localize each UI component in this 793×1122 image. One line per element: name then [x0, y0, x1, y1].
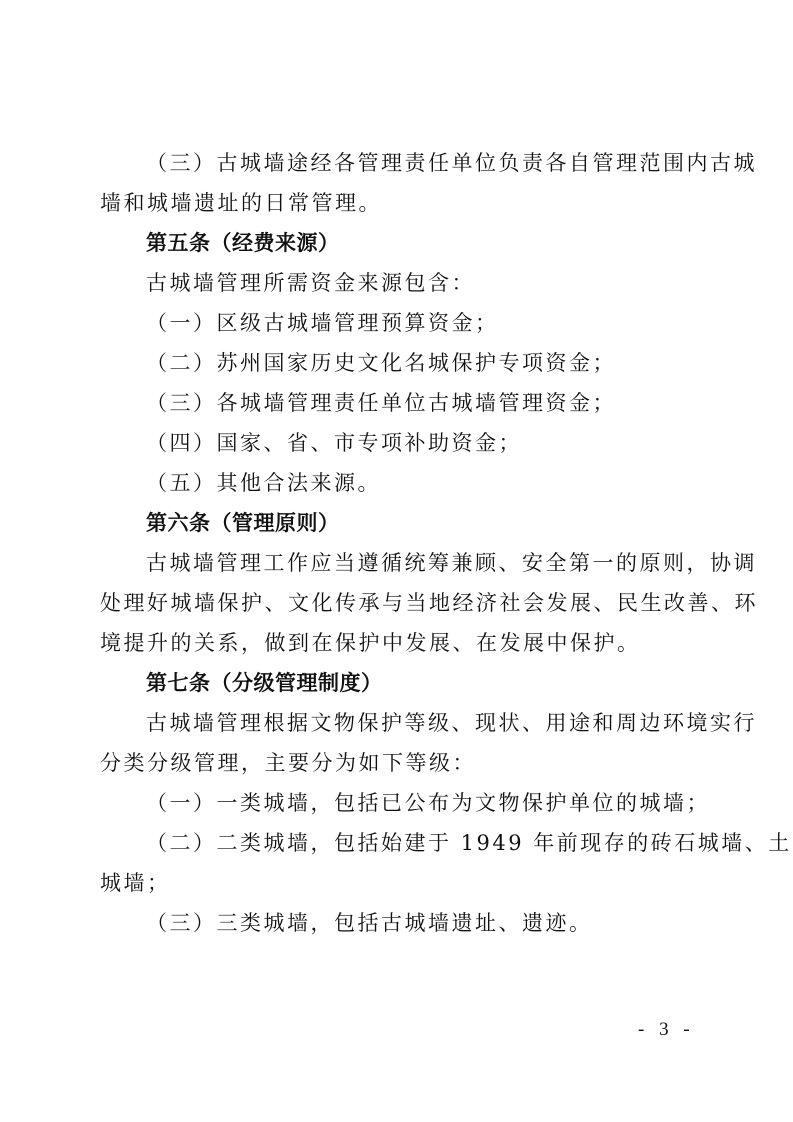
article5-item: （三）各城墙管理责任单位古城墙管理资金； [146, 391, 616, 415]
article7-item: （三）三类城墙，包括古城墙遗址、遗迹。 [146, 911, 593, 935]
article4-item3-line1: （三）古城墙途经各管理责任单位负责各自管理范围内古城 [146, 151, 757, 175]
article7-paragraph-line: 分类分级管理，主要分为如下等级： [100, 751, 476, 775]
page-number: - 3 - [638, 1019, 695, 1040]
article7-heading: 第七条（分级管理制度） [146, 671, 383, 695]
article4-item3-line2: 墙和城墙遗址的日常管理。 [100, 191, 382, 215]
article5-item: （二）苏州国家历史文化名城保护专项资金； [146, 351, 616, 375]
article6-paragraph-line: 境提升的关系，做到在保护中发展、在发展中保护。 [100, 631, 641, 655]
article6-paragraph-line: 古城墙管理工作应当遵循统筹兼顾、安全第一的原则，协调 [146, 551, 757, 575]
article7-item-continuation: 城墙； [100, 871, 171, 895]
article6-paragraph-line: 处理好城墙保护、文化传承与当地经济社会发展、民生改善、环 [100, 591, 758, 615]
article5-item: （四）国家、省、市专项补助资金； [146, 431, 522, 455]
article7-item: （二）二类城墙，包括始建于 1949 年前现存的砖石城墙、土 [146, 831, 792, 855]
article5-intro: 古城墙管理所需资金来源包含： [146, 271, 475, 295]
article7-item: （一）一类城墙，包括已公布为文物保护单位的城墙； [146, 791, 710, 815]
article7-paragraph-line: 古城墙管理根据文物保护等级、现状、用途和周边环境实行 [146, 711, 757, 735]
article5-heading: 第五条（经费来源） [146, 231, 340, 255]
article6-heading: 第六条（管理原则） [146, 511, 340, 535]
article5-item: （五）其他合法来源。 [146, 471, 381, 495]
article5-item: （一）区级古城墙管理预算资金； [146, 311, 499, 335]
